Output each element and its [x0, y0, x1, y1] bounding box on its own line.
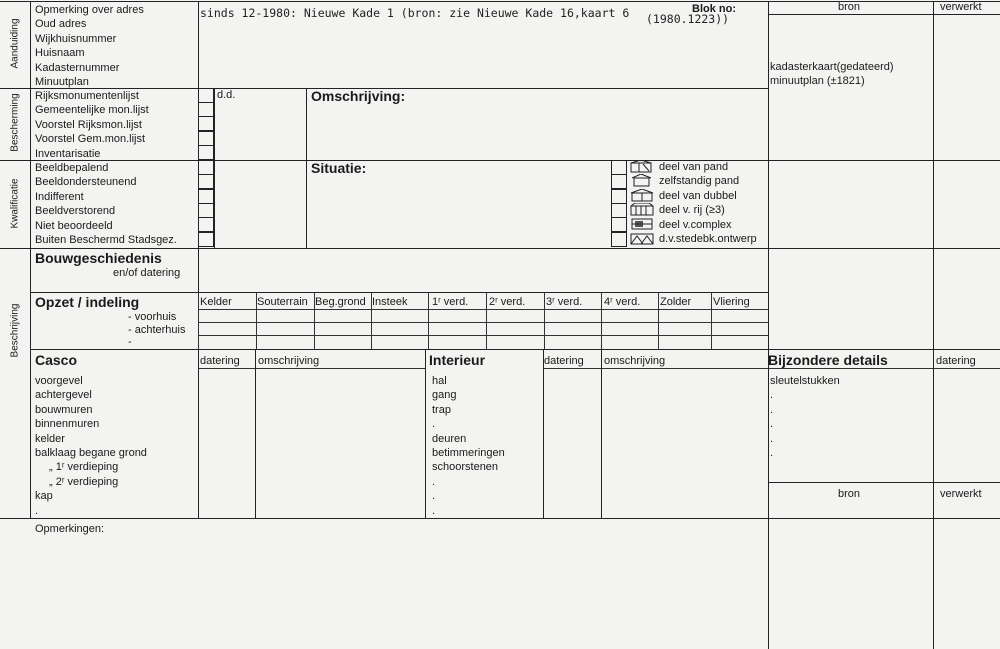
checkbox-indifferent[interactable] — [198, 189, 214, 204]
list-item: . — [770, 447, 774, 460]
section-label-kwalificatie: Kwalificatie — [9, 178, 21, 229]
house-part-icon — [629, 160, 655, 173]
omschrijving-heading: Omschrijving: — [311, 88, 406, 104]
checkbox-beeldverstorend[interactable] — [198, 203, 214, 218]
list-item: bouwmuren — [35, 403, 93, 416]
checkbox-deel-v-rij[interactable] — [611, 203, 627, 218]
checkbox-zelfstandig-pand[interactable] — [611, 174, 627, 189]
list-item: gang — [432, 389, 457, 402]
list-item: deel v. rij (≥3) — [659, 204, 725, 217]
checkbox-stedebk-ontwerp[interactable] — [611, 232, 627, 247]
bouwgeschiedenis-sub: en/of datering — [113, 267, 181, 279]
list-item: Huisnaam — [35, 47, 85, 60]
list-item: deuren — [432, 432, 467, 445]
bescherming-list — [35, 89, 149, 161]
bijzondere-details-heading: Bijzondere details — [768, 352, 888, 368]
list-item: deel v.complex — [659, 218, 732, 231]
checkbox-deel-v-complex[interactable] — [611, 217, 627, 232]
list-item: Inventarisatie — [35, 147, 101, 160]
situatie-heading: Situatie: — [311, 160, 367, 176]
col-3-verd: 3ʳ verd. — [546, 296, 583, 308]
section-label-beschrijving: Beschrijving — [9, 303, 21, 358]
casco-heading: Casco — [35, 352, 78, 368]
checkbox-niet-beoordeeld[interactable] — [198, 217, 214, 232]
list-item: „ 1ʳ verdieping — [49, 461, 119, 474]
list-item: kadasterkaart(gedateerd) — [770, 61, 894, 73]
casco-omschrijving-header: omschrijving — [258, 355, 320, 367]
col-4-verd: 4ʳ verd. — [604, 296, 641, 308]
checkbox-rijksmonument[interactable] — [198, 88, 214, 103]
kwalificatie-list — [35, 161, 177, 247]
bouwgeschiedenis-heading: Bouwgeschiedenis — [35, 250, 162, 266]
opzet-row-voorhuis: - voorhuis — [128, 311, 177, 323]
list-item: Voorstel Gem.mon.lijst — [35, 133, 146, 146]
checkbox-voorstel-gem[interactable] — [198, 131, 214, 146]
bijzondere-datering-header: datering — [936, 355, 976, 367]
list-item: Buiten Beschermd Stadsgez. — [35, 234, 177, 247]
list-item: . — [770, 418, 774, 431]
detached-house-icon — [629, 174, 655, 187]
list-item: . — [770, 403, 774, 416]
opzet-row-achterhuis: - achterhuis — [128, 324, 186, 336]
semi-detached-icon — [629, 189, 655, 202]
aanduiding-list — [35, 3, 144, 89]
list-item: sleutelstukken — [770, 375, 840, 387]
list-item: . — [35, 504, 39, 517]
list-item: . — [432, 490, 436, 503]
col-kelder: Kelder — [200, 296, 232, 308]
list-item: Niet beoordeeld — [35, 219, 113, 232]
list-item: . — [432, 504, 436, 517]
casco-datering-header: datering — [200, 355, 240, 367]
list-item: schoorstenen — [432, 461, 499, 474]
list-item: Kadasternummer — [35, 61, 120, 74]
col-zolder: Zolder — [660, 296, 692, 308]
checkbox-beeldbepalend[interactable] — [198, 160, 214, 175]
list-item: Voorstel Rijksmon.lijst — [35, 118, 142, 131]
list-item: hal — [432, 375, 447, 387]
list-item: voorgevel — [35, 375, 83, 387]
list-item: Beeldbepalend — [35, 162, 109, 174]
list-item: Opmerking over adres — [35, 4, 144, 16]
list-item: . — [432, 475, 436, 488]
verwerkt-header: verwerkt — [940, 1, 982, 13]
list-item: Beeldverstorend — [35, 205, 116, 218]
list-item: achtergevel — [35, 389, 92, 402]
complex-icon — [629, 217, 655, 230]
list-item: Beeldondersteunend — [35, 176, 137, 189]
list-item: Wijkhuisnummer — [35, 32, 117, 45]
list-item: Minuutplan — [35, 76, 89, 89]
list-item: Rijksmonumentenlijst — [35, 90, 139, 102]
opmerkingen-label: Opmerkingen: — [35, 523, 105, 535]
list-item: balklaag begane grond — [35, 447, 147, 460]
col-souterrain: Souterrain — [257, 296, 308, 308]
situatie-list — [659, 160, 757, 246]
checkbox-deel-van-dubbel[interactable] — [611, 189, 627, 204]
list-item: Gemeentelijke mon.lijst — [35, 104, 149, 117]
list-item: . — [770, 389, 774, 402]
opzet-row-empty: - — [128, 336, 132, 348]
interieur-list — [432, 374, 505, 518]
list-item: Indifferent — [35, 190, 84, 203]
checkbox-inventarisatie[interactable] — [198, 145, 214, 160]
opzet-heading: Opzet / indeling — [35, 294, 140, 310]
checkbox-gemeentelijk[interactable] — [198, 102, 214, 117]
verwerkt-footer-header: verwerkt — [940, 488, 982, 500]
list-item: kap — [35, 490, 53, 503]
list-item: trap — [432, 403, 451, 416]
list-item: binnenmuren — [35, 418, 100, 431]
list-item: . — [432, 418, 436, 431]
typed-address-entry[interactable]: sinds 12-1980: Nieuwe Kade 1 (bron: zie Nieuwe Kade 16,kaart 6 — [200, 6, 630, 20]
checkbox-deel-van-pand[interactable] — [611, 160, 627, 175]
urban-design-icon — [629, 232, 655, 245]
list-item: „ 2ʳ verdieping — [49, 475, 119, 488]
section-label-aanduiding: Aanduiding — [9, 18, 21, 69]
col-beg-grond: Beg.grond — [315, 296, 366, 308]
checkbox-buiten-beschermd[interactable] — [198, 232, 214, 247]
list-item: . — [770, 432, 774, 445]
list-item: d.v.stedebk.ontwerp — [659, 233, 757, 246]
list-item: zelfstandig pand — [659, 175, 740, 188]
col-1-verd: 1ʳ verd. — [432, 296, 469, 308]
list-item: betimmeringen — [432, 447, 505, 460]
interieur-omschrijving-header: omschrijving — [604, 355, 666, 367]
list-item: deel van pand — [659, 161, 729, 173]
interieur-heading: Interieur — [429, 352, 486, 368]
interieur-datering-header: datering — [544, 355, 584, 367]
typed-reference[interactable]: (1980.1223)) — [646, 12, 730, 26]
checkbox-beeldondersteunend[interactable] — [198, 174, 214, 189]
list-item: kelder — [35, 432, 65, 445]
checkbox-voorstel-rijks[interactable] — [198, 116, 214, 131]
list-item: minuutplan (±1821) — [770, 75, 865, 88]
col-vliering: Vliering — [713, 296, 750, 308]
blok-no-label: Blok no: — [692, 3, 736, 15]
col-2-verd: 2ʳ verd. — [489, 296, 526, 308]
col-insteek: Insteek — [372, 296, 408, 308]
list-item: deel van dubbel — [659, 189, 737, 202]
bron-list — [770, 60, 894, 89]
list-item: Oud adres — [35, 18, 87, 31]
section-label-bescherming: Bescherming — [9, 93, 21, 152]
row-house-icon — [629, 203, 655, 216]
bijzondere-list — [770, 374, 840, 460]
dd-label: d.d. — [217, 89, 236, 101]
bron-footer-header: bron — [838, 488, 861, 500]
bron-header: bron — [838, 1, 861, 13]
casco-list — [35, 374, 147, 518]
